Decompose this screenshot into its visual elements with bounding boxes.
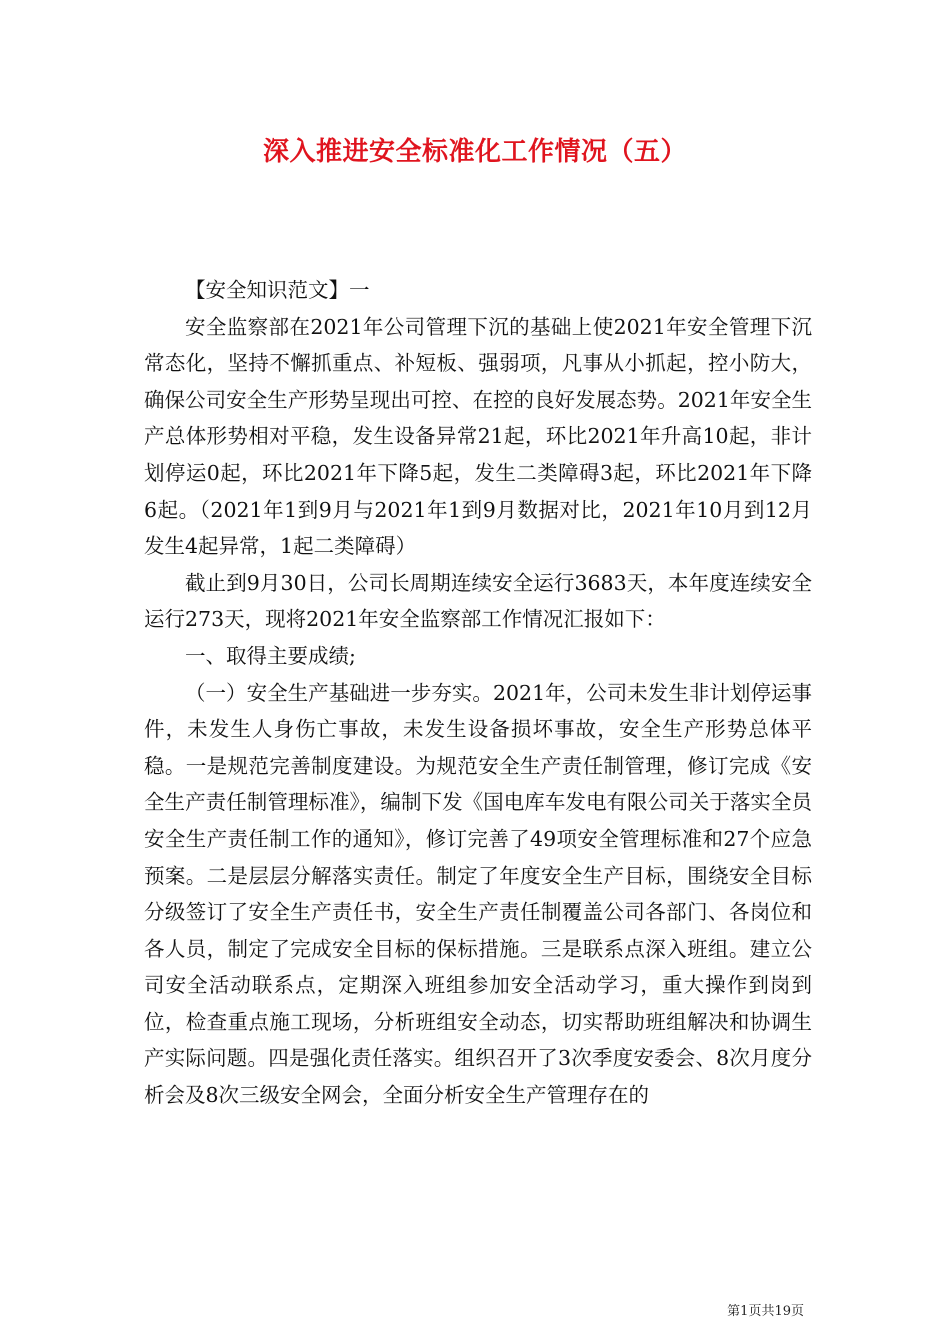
paragraph: 安全监察部在2021年公司管理下沉的基础上使2021年安全管理下沉常态化，坚持不懈抓重点、补短板、强弱项，凡事从小抓起，控小防大，确保公司安全生产形势呈现出可控、在控的良好发展态势。2021年安全生产总体形势相对平稳，发生设备异常21起，环比2021年升高10起，非计划停运0起，环比2021年下降5起，发生二类障碍3起，环比2021年下降6起。（2021年1到9月与2021年1到9月数据对比，2021年10月到12月发生4起异常，1起二类障碍） xyxy=(144,314,812,559)
page-number: 第1页共19页 xyxy=(727,1304,804,1319)
document-title: 深入推进安全标准化工作情况（五） xyxy=(262,137,687,167)
document-body xyxy=(144,272,812,1114)
paragraph: 截止到9月30日，公司长周期连续安全运行3683天，本年度连续安全运行273天，现将2021年安全监察部工作情况汇报如下： xyxy=(144,570,812,632)
paragraph-heading: 【安全知识范文】一 xyxy=(185,278,370,302)
section-heading: 一、取得主要成绩; xyxy=(185,643,356,668)
paragraph: （一）安全生产基础进一步夯实。2021年，公司未发生非计划停运事件，未发生人身伤亡事故，未发生设备损坏事故，安全生产形势总体平稳。一是规范完善制度建设。为规范安全生产责任制管理，修订完成《安全生产责任制管理标准》，编制下发《国电库车发电有限公司关于落实全员安全生产责任制工作的通知》，修订完善了49项安全管理标准和27个应急预案。二是层层分解落实责任。制定了年度安全生产目标，围绕安全目标分级签订了安全生产责任书，安全生产责任制覆盖公司各部门、各岗位和各人员，制定了完成安全目标的保标措施。三是联系点深入班组。建立公司安全活动联系点，定期深入班组参加安全活动学习，重大操作到岗到位，检查重点施工现场，分析班组安全动态，切实帮助班组解决和协调生产实际问题。四是强化责任落实。组织召开了3次季度安委会、8次月度分析会及8次三级安全网会，全面分析安全生产管理存在的 xyxy=(144,680,812,1108)
